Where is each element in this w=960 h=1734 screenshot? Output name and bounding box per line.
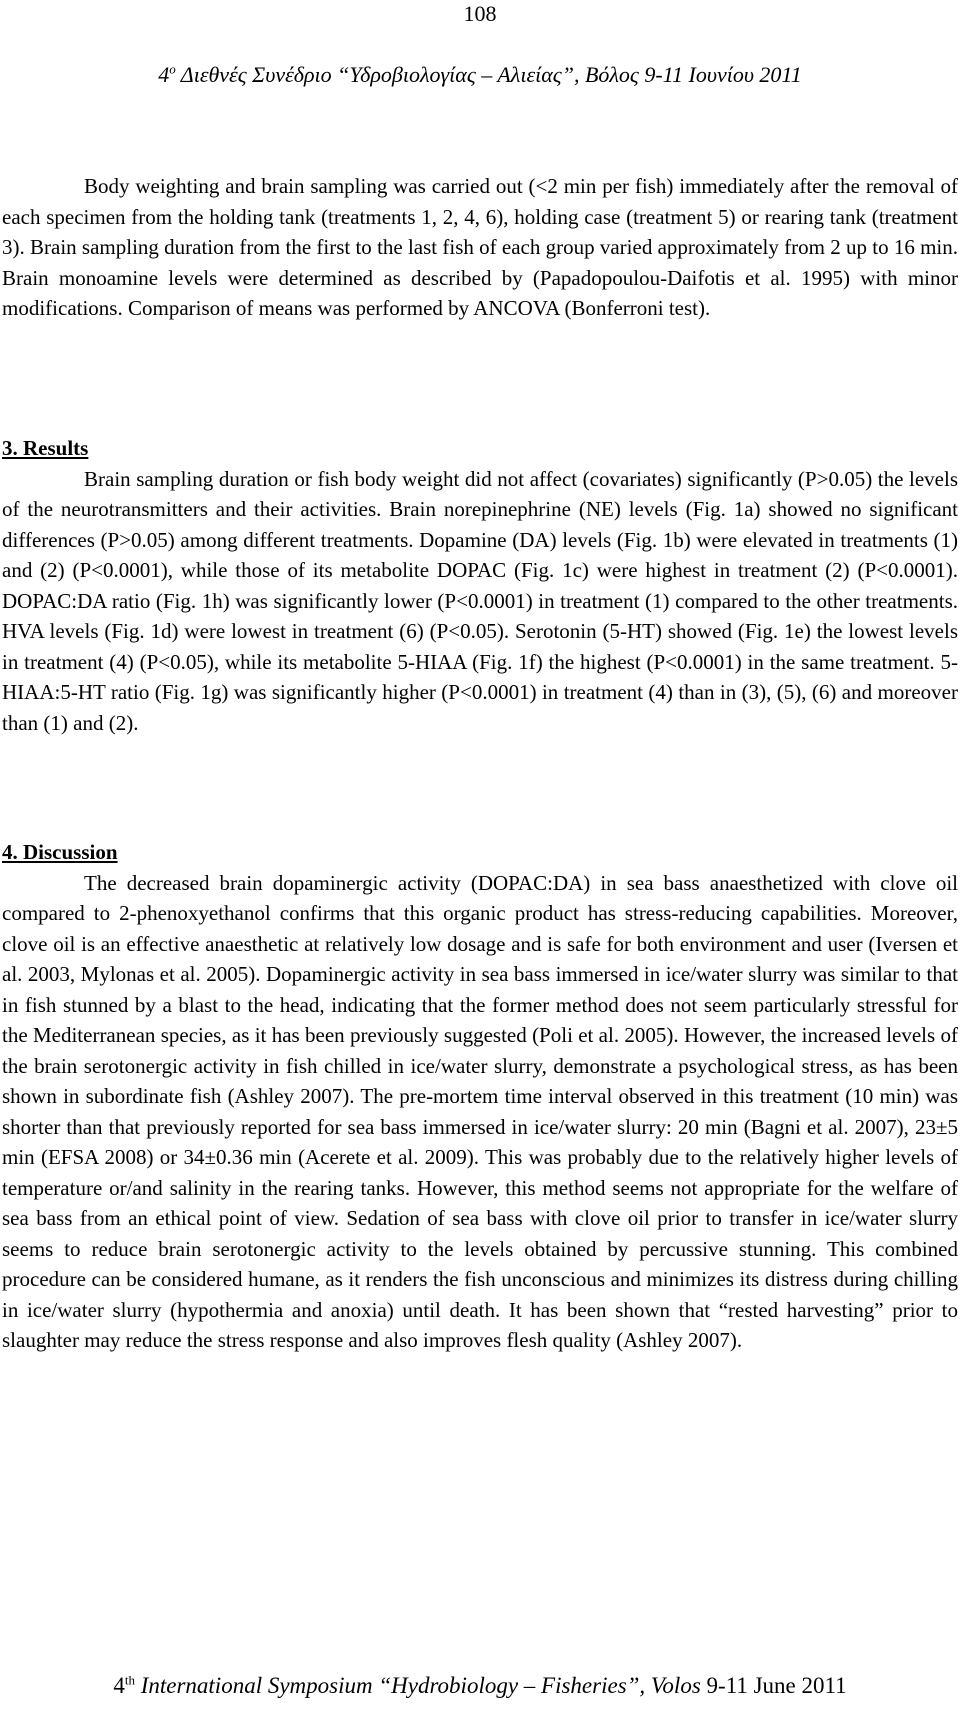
footer-date: 9-11 June 2011 bbox=[706, 1673, 847, 1698]
results-paragraph: Brain sampling duration or fish body weight did not affect (covariates) significantly (P>0.05) the levels of the neurotransmitters and their activities. Brain norepinephrine (NE) levels (Fig. 1a) showed no significant differences (P>0.05) among different treatments. Dopamine (DA) levels (Fig. 1b) were elevated in treatments (1) and (2) (P<0.0001), while those of its metabolite DOPAC (Fig. 1c) were highest in treatment (2) (P<0.0001). DOPAC:DA ratio (Fig. 1h) was significantly lower (P<0.0001) in treatment (1) compared to the other treatments. HVA levels (Fig. 1d) were lowest in treatment (6) (P<0.05). Serotonin (5-HT) showed (Fig. 1e) the lowest levels in treatment (4) (P<0.05), while its metabolite 5-HIAA (Fig. 1f) the highest (P<0.0001) in the same treatment. 5-HIAA:5-HT ratio (Fig. 1g) was significantly higher (P<0.0001) in treatment (4) than in (3), (5), (6) and moreover than (1) and (2). bbox=[2, 466, 958, 735]
results-heading: 3. Results bbox=[2, 436, 89, 460]
footer-superscript: th bbox=[124, 1672, 135, 1688]
page-number: 108 bbox=[463, 1, 497, 26]
discussion-paragraph: The decreased brain dopaminergic activity (DOPAC:DA) in sea bass anaesthetized with clove oil compared to 2-phenoxyethanol confirms that this organic product has stress-reducing capabilities. Moreover, clove oil is an effective anaesthetic at relatively low dosage and is safe for both environment and user (Iversen et al. 2003, Mylonas et al. 2005). Dopaminergic activity in sea bass immersed in ice/water slurry was similar to that in fish stunned by a blast to the head, indicating that the former method does not seem particularly stressful for the Mediterranean species, as it has been previously suggested (Poli et al. 2005). However, the increased levels of the brain serotonergic activity in fish chilled in ice/water slurry, demonstrate a psychological stress, as has been shown in subordinate fish (Ashley 2007). The pre-mortem time interval observed in this treatment (10 min) was shorter than that previously reported for sea bass immersed in ice/water slurry: 20 min (Bagni et al. 2007), 23±5 min (EFSA 2008) or 34±0.36 min (Acerete et al. 2009). This was probably due to the relatively higher levels of temperature or/and salinity in the rearing tanks. However, this method seems not appropriate for the welfare of sea bass from an ethical point of view. Sedation of sea bass with clove oil prior to transfer in ice/water slurry seems to reduce brain serotonergic activity to the levels obtained by percussive stunning. This combined procedure can be considered humane, as it renders the fish unconscious and minimizes its distress during chilling in ice/water slurry (hypothermia and anoxia) until death. It has been shown that “rested harvesting” prior to slaughter may reduce the stress response and also improves flesh quality (Ashley 2007). bbox=[2, 870, 958, 1352]
header-superscript: ο bbox=[169, 61, 176, 77]
header-number: 4 bbox=[158, 62, 170, 87]
footer-number: 4 bbox=[113, 1673, 125, 1698]
running-footer bbox=[0, 1672, 960, 1700]
header-text: Διεθνές Συνέδριο “Υδροβιολογίας – Αλιείας”, Βόλος 9-11 Ιουνίου 2011 bbox=[175, 62, 802, 87]
results-section bbox=[2, 433, 958, 738]
discussion-section bbox=[2, 837, 958, 1356]
running-header bbox=[0, 62, 960, 88]
methods-section bbox=[2, 171, 958, 324]
methods-paragraph: Body weighting and brain sampling was carried out (<2 min per fish) immediately after the removal of each specimen from the holding tank (treatments 1, 2, 4, 6), holding case (treatment 5) or rearing tank (treatment 3). Brain sampling duration from the first to the last fish of each group varied approximately from 2 up to 16 min. Brain monoamine levels were determined as described by (Papadopoulou-Daifotis et al. 1995) with minor modifications. Comparison of means was performed by ANCOVA (Bonferroni test). bbox=[2, 174, 958, 320]
discussion-heading: 4. Discussion bbox=[2, 840, 118, 864]
footer-text: International Symposium “Hydrobiology – Fisheries”, Volos bbox=[134, 1673, 707, 1698]
